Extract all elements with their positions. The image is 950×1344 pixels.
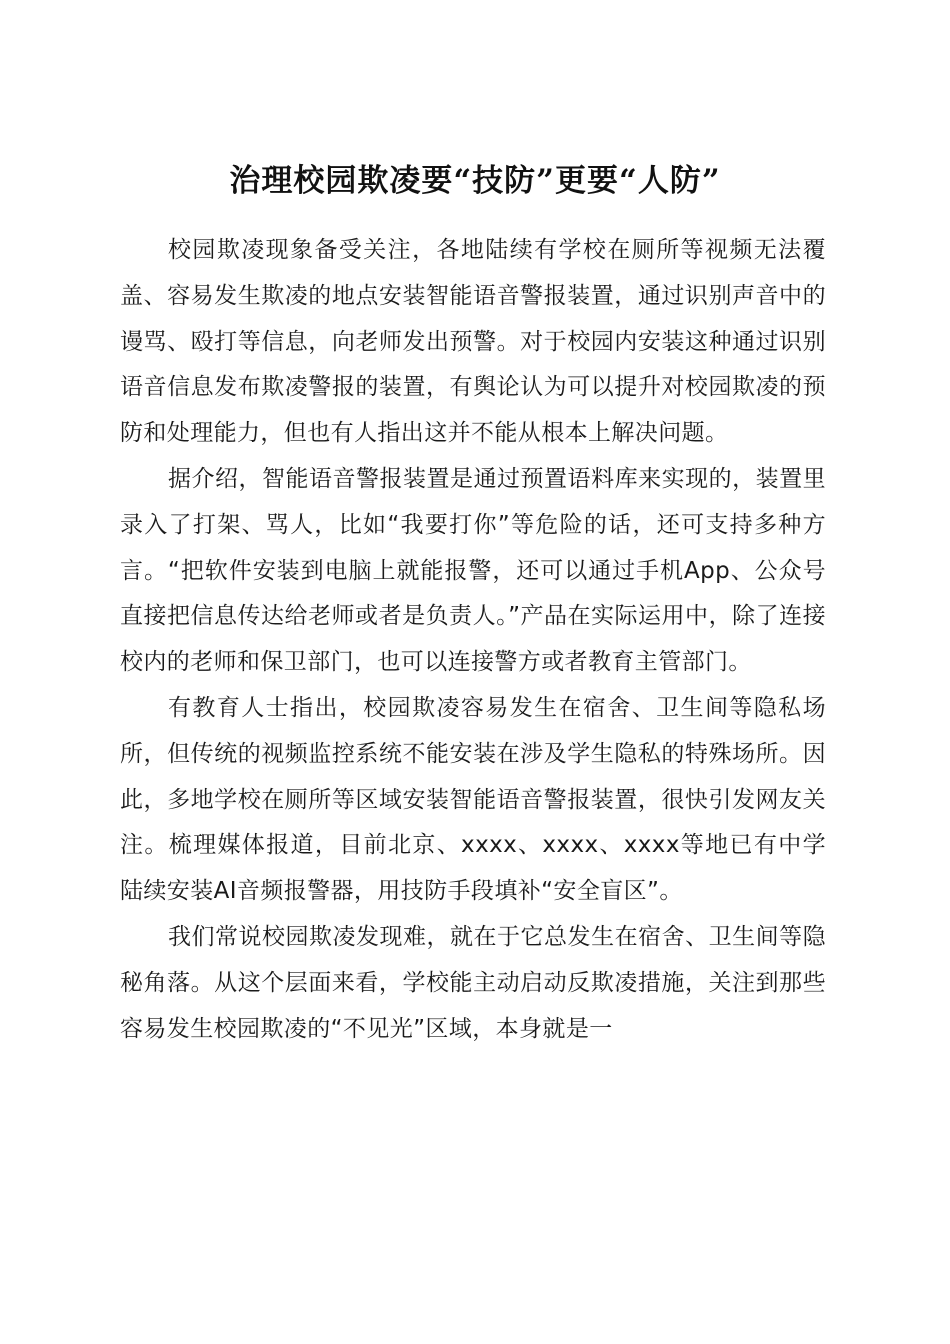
paragraph-4: 我们常说校园欺凌发现难，就在于它总发生在宿舍、卫生间等隐秘角落。从这个层面来看，学校能主动启动反欺凌措施，关注到那些容易发生校园欺凌的“不见光”区域，本身就是一 — [120, 923, 826, 1042]
paragraph-1: 校园欺凌现象备受关注，各地陆续有学校在厕所等视频无法覆盖、容易发生欺凌的地点安装智能语音警报装置，通过识别声音中的谩骂、殴打等信息，向老师发出预警。对于校园内安装这种通过识别语音信息发布欺凌警报的装置，有舆论认为可以提升对校园欺凌的预防和处理能力，但也有人指出这并不能从根本上解决问题。 — [120, 237, 826, 447]
paragraph-2: 据介绍，智能语音警报装置是通过预置语料库来实现的，装置里录入了打架、骂人，比如“我要打你”等危险的话，还可支持多种方言。“把软件安装到电脑上就能报警，还可以通过手机App、公众号直接把信息传达给老师或者是负责人。”产品在实际运用中，除了连接校内的老师和保卫部门，也可以连接警方或者教育主管部门。 — [120, 465, 826, 676]
document-title: 治理校园欺凌要“技防”更要“人防” — [229, 162, 721, 199]
paragraph-3: 有教育人士指出，校园欺凌容易发生在宿舍、卫生间等隐私场所，但传统的视频监控系统不能安装在涉及学生隐私的特殊场所。因此，多地学校在厕所等区域安装智能语音警报装置，很快引发网友关注。梳理媒体报道，目前北京、xxxx、xxxx、xxxx等地已有中学陆续安装AI音频报警器，用技防手段填补“安全盲区”。 — [120, 694, 826, 905]
document-body — [120, 228, 826, 1052]
